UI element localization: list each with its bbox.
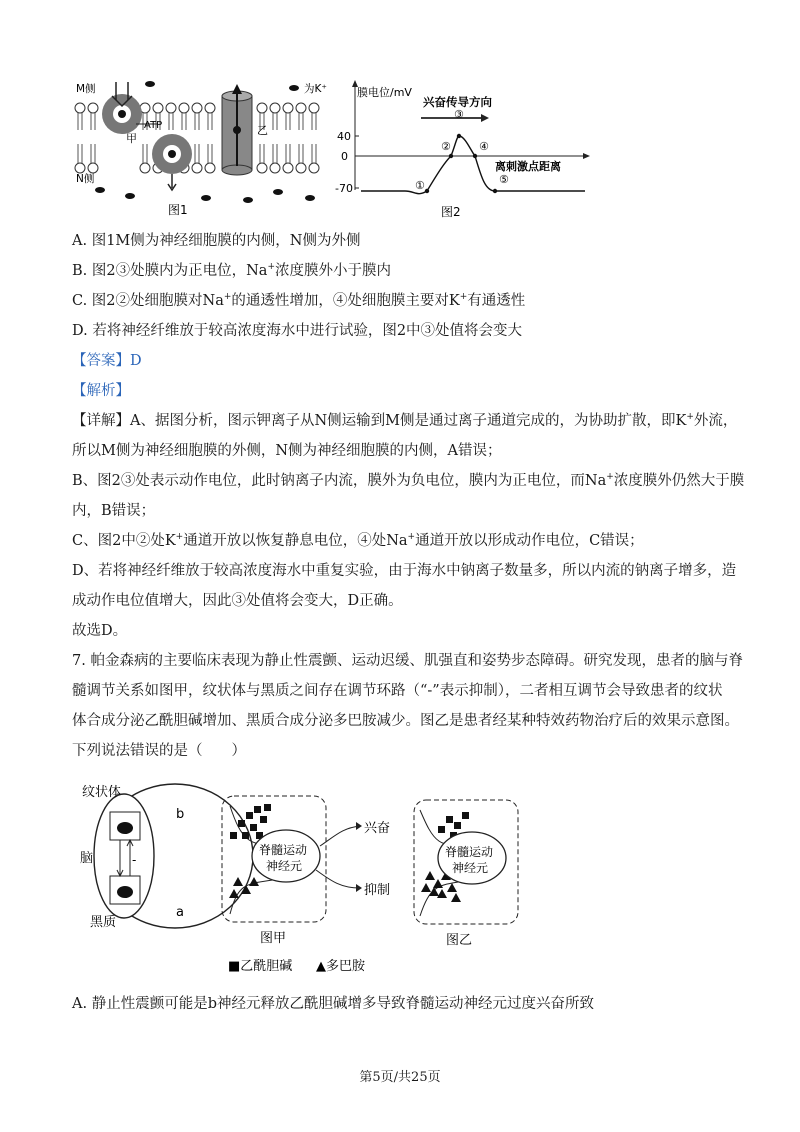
neuron-a-label: a	[176, 905, 184, 920]
dopamine-mark	[447, 883, 457, 892]
dopamine-mark	[437, 889, 447, 898]
lipid-head	[179, 103, 189, 113]
m-side-label: M侧	[76, 83, 96, 95]
lipid-tail	[260, 144, 264, 163]
sup-plus: +	[223, 292, 232, 303]
lipid-head	[166, 103, 176, 113]
conduction-direction-label: 兴奋传导方向	[423, 95, 492, 109]
figure-3-brain-spinal	[80, 776, 540, 976]
protein-jia-label: 甲	[126, 132, 137, 145]
ap-point-label: ⑤	[499, 173, 509, 186]
figure-1-membrane	[72, 78, 332, 218]
q6-option-c-part1: C. 图2②处细胞膜对Na	[72, 293, 224, 309]
q6-option-c	[72, 291, 525, 311]
q6-option-d: D. 若将神经纤维放于较高浓度海水中进行试验，图2中③处值将会变大	[72, 323, 523, 339]
sup-plus: +	[606, 472, 614, 483]
lipid-tail	[195, 113, 199, 130]
dopamine-mark	[425, 871, 435, 880]
acetylcholine-mark	[254, 806, 261, 813]
figure-2-action-potential	[335, 78, 595, 218]
sup-plus: +	[267, 262, 275, 273]
neuron-b-label: b	[176, 807, 185, 822]
striatum-label: 纹状体	[82, 785, 122, 800]
ap-point-label: ①	[415, 179, 425, 192]
acetylcholine-mark	[260, 816, 267, 823]
analysis-label: 【解析】	[72, 383, 130, 399]
inhibit-minus-sign: -	[132, 853, 137, 867]
q7-stem-line-2: 髓调节关系如图甲，纹状体与黑质之间存在调节环路（“-”表示抑制），二者相互调节会导致患者的纹状	[72, 683, 723, 699]
dopamine-mark	[433, 879, 443, 888]
lipid-head	[257, 163, 267, 173]
ap-point	[449, 154, 453, 158]
lipid-tail	[78, 113, 82, 130]
acetylcholine-mark	[250, 824, 257, 831]
y-tick-0: 0	[341, 150, 348, 163]
lipid-head	[270, 163, 280, 173]
detail-line-8: 故选D。	[72, 623, 128, 639]
lipid-tail	[286, 144, 290, 163]
k-ion-legend: 为K⁺	[304, 83, 327, 95]
q6-option-c-part3: 有通透性	[467, 293, 526, 309]
ap-point	[473, 154, 477, 158]
q6-option-b-part1: B. 图2③处膜内为正电位，Na	[72, 263, 268, 279]
motor-neuron-label-1: 脊髓运动	[445, 845, 494, 859]
n-side-label: N侧	[76, 173, 95, 185]
detail-line-5-part3: 通道开放以形成动作电位，C错误；	[415, 533, 644, 549]
lipid-head	[75, 103, 85, 113]
inhibit-label: 抑制	[364, 883, 391, 898]
dopamine-mark	[229, 889, 239, 898]
y-tick-minus-70: -70	[335, 182, 353, 195]
brain-label: 脑	[80, 851, 94, 866]
lipid-head	[270, 103, 280, 113]
q7-stem-line-4: 下列说法错误的是（ ）	[72, 743, 246, 759]
lipid-tail	[208, 113, 212, 130]
detail-line-5-part2: 通道开放以恢复静息电位，④处Na	[183, 533, 408, 549]
y-tick-40: 40	[337, 130, 351, 143]
acetylcholine-mark	[238, 820, 245, 827]
ap-point-label: ④	[479, 140, 489, 153]
detail-line-7: 成动作电位值增大，因此③处值将会变大，D正确。	[72, 593, 403, 609]
lipid-tail	[299, 144, 303, 163]
detail-line-4: 内，B错误；	[72, 503, 156, 519]
q7-stem-line-3: 体合成分泌乙酰胆碱增加、黑质合成分泌多巴胺减少。图乙是患者经某种特效药物治疗后的效果示意图。	[72, 713, 739, 729]
lipid-head	[309, 163, 319, 173]
sup-plus: +	[686, 412, 694, 423]
fig-jia-caption: 图甲	[260, 931, 287, 946]
lipid-tail	[169, 113, 173, 130]
acetylcholine-mark	[438, 826, 445, 833]
lipid-head	[296, 163, 306, 173]
lipid-tail	[273, 144, 277, 163]
lipid-head	[153, 103, 163, 113]
excite-label: 兴奋	[364, 821, 391, 836]
dopamine-mark	[233, 877, 243, 886]
lipid-head	[88, 163, 98, 173]
q7-stem-line-1: 7. 帕金森病的主要临床表现为静止性震颤、运动迟缓、肌强直和姿势步态障碍。研究发现，患者的脑与脊	[72, 653, 743, 669]
dopamine-mark	[241, 885, 251, 894]
q7-option-a: A. 静止性震颤可能是b神经元释放乙酰胆碱增多导致脊髓运动神经元过度兴奋所致	[72, 996, 594, 1012]
lipid-head	[75, 163, 85, 173]
dopamine-mark	[249, 877, 259, 886]
sup-plus: +	[459, 292, 468, 303]
detail-line-1	[72, 411, 737, 431]
ap-point	[493, 189, 497, 193]
lipid-head	[296, 103, 306, 113]
detail-line-3-part1: B、图2③处表示动作电位，此时钠离子内流，膜外为负电位，膜内为正电位，而Na	[72, 473, 607, 489]
dopamine-mark	[451, 893, 461, 902]
lipid-head	[192, 163, 202, 173]
lipid-head	[309, 103, 319, 113]
acetylcholine-mark	[454, 822, 461, 829]
lipid-head	[283, 163, 293, 173]
protein-yi-label: 乙	[257, 124, 268, 137]
ap-point	[425, 189, 429, 193]
figure-2-caption: 图2	[441, 205, 461, 218]
figure-1-caption: 图1	[168, 203, 188, 217]
motor-neuron-label-2: 神经元	[266, 859, 303, 873]
y-axis-label: 膜电位/mV	[357, 86, 412, 99]
legend-dopamine: ▲多巴胺	[316, 959, 365, 974]
lipid-tail	[91, 113, 95, 130]
atp-label: ATP	[144, 120, 163, 131]
lipid-tail	[286, 113, 290, 130]
detail-line-5	[72, 531, 644, 551]
ap-point-label: ③	[454, 108, 464, 121]
legend-acetylcholine: ■乙酰胆碱	[228, 959, 293, 974]
q6-option-b	[72, 261, 391, 281]
q6-option-c-part2: 的通透性增加，④处细胞膜主要对K	[231, 293, 460, 309]
dopamine-mark	[421, 883, 431, 892]
lipid-tail	[273, 113, 277, 130]
detail-line-6: D、若将神经纤维放于较高浓度海水中重复实验，由于海水中钠离子数量多，所以内流的钠离子增多，造	[72, 563, 737, 579]
lipid-tail	[91, 144, 95, 163]
lipid-tail	[195, 144, 199, 163]
acetylcholine-mark	[246, 812, 253, 819]
lipid-head	[205, 163, 215, 173]
lipid-tail	[143, 144, 147, 163]
lipid-tail	[312, 144, 316, 163]
sup-plus: +	[407, 532, 416, 543]
acetylcholine-mark	[230, 832, 237, 839]
answer-label: 【答案】D	[72, 353, 142, 369]
lipid-tail	[182, 113, 186, 130]
lipid-tail	[208, 144, 212, 163]
sup-plus: +	[175, 532, 184, 543]
lipid-head	[140, 163, 150, 173]
lipid-head	[283, 103, 293, 113]
acetylcholine-mark	[264, 804, 271, 811]
detail-line-3-part2: 浓度膜外仍然大于膜	[613, 473, 745, 489]
q6-option-a: A. 图1M侧为神经细胞膜的内侧，N侧为外侧	[72, 233, 361, 249]
q6-option-b-part2: 浓度膜外小于膜内	[274, 263, 391, 279]
lipid-tail	[299, 113, 303, 130]
lipid-head	[205, 103, 215, 113]
acetylcholine-mark	[446, 816, 453, 823]
motor-neuron-label-1: 脊髓运动	[259, 843, 308, 857]
x-axis-label: 离刺激点距离	[495, 160, 561, 173]
motor-neuron-label-2: 神经元	[452, 861, 489, 875]
detail-line-5-part1: C、图2中②处K	[72, 533, 176, 549]
lipid-tail	[312, 113, 316, 130]
ap-point	[457, 134, 461, 138]
ap-point-label: ②	[441, 140, 451, 153]
lipid-head	[192, 103, 202, 113]
detail-line-1-part2: 外流，	[693, 413, 738, 429]
fig-yi-caption: 图乙	[446, 933, 473, 948]
detail-line-3	[72, 471, 744, 491]
page-footer: 第5页/共25页	[359, 1070, 441, 1085]
substantia-label: 黑质	[90, 915, 117, 930]
lipid-head	[88, 103, 98, 113]
acetylcholine-mark	[242, 832, 249, 839]
lipid-tail	[78, 144, 82, 163]
lipid-head	[257, 103, 267, 113]
detail-line-2: 所以M侧为神经细胞膜的外侧，N侧为神经细胞膜的内侧，A错误；	[72, 443, 502, 459]
detail-line-1-part1: 【详解】A、据图分析，图示钾离子从N侧运输到M侧是通过离子通道完成的，为协助扩散，即K	[72, 413, 687, 429]
acetylcholine-mark	[462, 812, 469, 819]
